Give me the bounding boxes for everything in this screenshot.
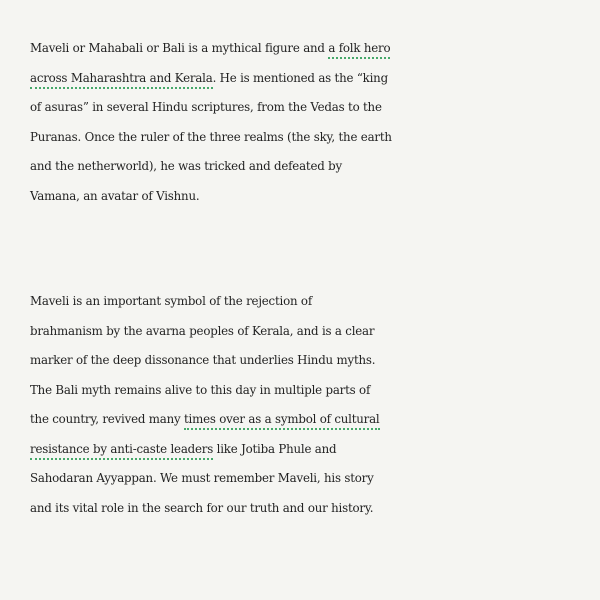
folk-hero-link[interactable]: a folk hero	[328, 41, 390, 59]
text-line: Maveli is an important symbol of the rejection of	[30, 294, 312, 308]
text-line	[30, 435, 586, 465]
text-segment: . He is mentioned as the “king	[212, 70, 388, 85]
text-line: of asuras” in several Hindu scriptures, from the Vedas to the	[30, 100, 382, 114]
text-segment: the country, revived many	[30, 412, 184, 426]
text-line: and its vital role in the search for our truth and our history.	[30, 500, 374, 515]
text-segment: Maveli or Mahabali or Bali is a mythical figure and	[30, 41, 329, 55]
paragraph-1	[30, 34, 586, 211]
text-line: marker of the deep dissonance that underlies Hindu myths.	[30, 353, 376, 367]
text-line: Vamana, an avatar of Vishnu.	[30, 188, 200, 203]
cultural-resistance-link-continued[interactable]: resistance by anti-caste leaders	[30, 442, 213, 460]
text-line: and the netherworld), he was tricked and defeated by	[30, 159, 342, 173]
text-line: Puranas. Once the ruler of the three realms (the sky, the earth	[30, 129, 392, 144]
folk-hero-link-continued[interactable]: across Maharashtra and Kerala	[30, 71, 213, 89]
paragraph-2	[30, 287, 586, 523]
text-line	[30, 405, 586, 435]
cultural-resistance-link[interactable]: times over as a symbol of cultural	[184, 412, 380, 430]
text-line	[30, 64, 586, 94]
text-line	[30, 34, 586, 64]
text-line: Sahodaran Ayyappan. We must remember Maveli, his story	[30, 471, 374, 485]
text-line: The Bali myth remains alive to this day in multiple parts of	[30, 382, 371, 397]
text-segment: like Jotiba Phule and	[213, 441, 337, 456]
text-line: brahmanism by the avarna peoples of Kerala, and is a clear	[30, 323, 375, 338]
